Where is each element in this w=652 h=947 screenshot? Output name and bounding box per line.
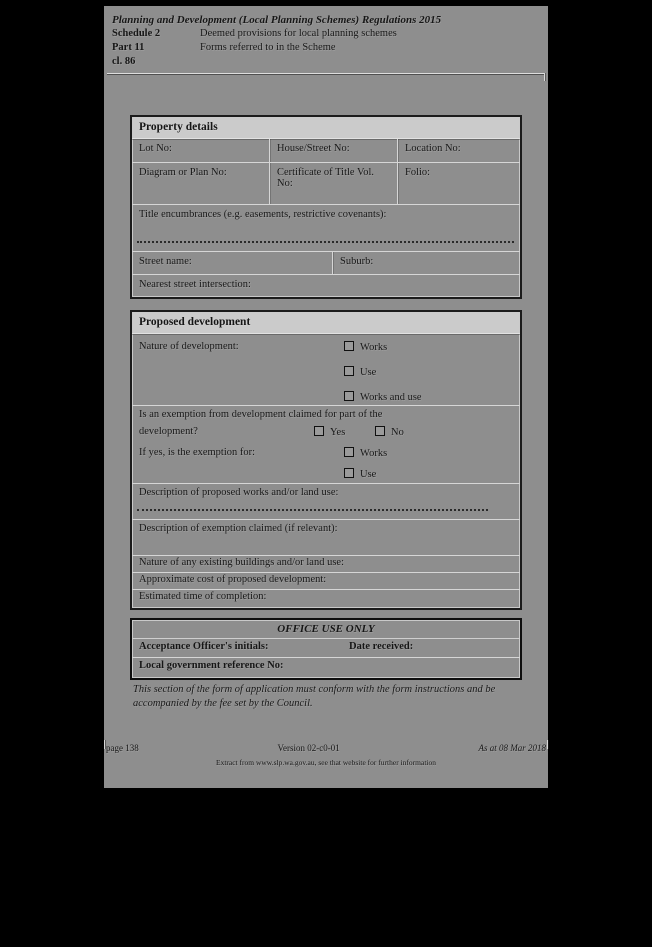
office-use-row2 [132,658,520,678]
certificate-title-label: Certificate of Title Vol. No: [277,167,375,189]
footer-tick-right [547,740,548,749]
doc-header [112,13,542,69]
folio-label: Folio: [405,167,431,178]
lot-no-label: Lot No: [139,143,172,154]
works-label: Works [360,342,388,353]
part-label: Part 11 [112,42,145,53]
approximate-cost-label: Approximate cost of proposed development: [139,574,327,585]
property-row-title-refs [132,163,520,205]
clause-label: cl. 86 [112,56,136,67]
exemption-question-line1: Is an exemption from development claimed for part of the [139,409,383,420]
schedule-label: Schedule 2 [112,28,161,39]
version-label: Version 02-c0-01 [277,743,340,753]
header-rule-tick [544,73,545,81]
description-works-entry-line[interactable] [137,509,488,511]
form-note: This section of the form of application must conform with the form instructions and be accompanied by the fee set by the Council. [133,684,496,709]
intersection-row [132,275,520,297]
property-details-table [130,115,522,299]
diagram-plan-no-label: Diagram or Plan No: [139,167,227,178]
office-use-table [130,618,522,680]
schedule-row [112,27,542,41]
if-yes-option-works [344,447,387,459]
property-details-title: Property details [132,117,520,139]
extract-note: Extract from www.slp.wa.gov.au, see that website for further information [215,758,436,767]
exemption-row [132,406,520,484]
existing-buildings-label: Nature of any existing buildings and/or land use: [139,557,345,568]
exemption-option-no [375,426,404,438]
works-and-use-checkbox[interactable] [344,391,354,401]
nature-of-development-label: Nature of development: [139,341,239,352]
if-yes-label: If yes, is the exemption for: [139,447,256,458]
office-use-title: OFFICE USE ONLY [132,620,520,639]
exemption-use-label: Use [360,469,377,480]
if-yes-option-use [344,468,376,480]
office-use-row1 [132,639,520,658]
nature-option-works-and-use [344,391,422,403]
part-row [112,41,542,55]
document-page [104,6,548,788]
footer-tick-left [104,740,105,749]
proposed-development-table [130,310,522,610]
nature-of-development-row [132,334,520,406]
street-name-label: Street name: [139,256,192,267]
as-at-label: As at 08 Mar 2018 [478,743,546,753]
exemption-option-yes [314,426,345,438]
approximate-cost-row [132,573,520,590]
no-label: No [391,427,404,438]
estimated-completion-row [132,590,520,608]
existing-buildings-row [132,556,520,573]
nature-option-works [344,341,387,353]
encumbrances-entry-line[interactable] [137,241,514,243]
works-and-use-label: Works and use [360,392,422,403]
encumbrances-label: Title encumbrances (e.g. easements, restrictive covenants): [139,209,387,220]
intersection-label: Nearest street intersection: [139,279,251,290]
property-row-numbers [132,139,520,163]
description-exemption-row [132,520,520,556]
proposed-development-title: Proposed development [132,312,520,334]
exemption-works-checkbox[interactable] [344,447,354,457]
regulation-title: Planning and Development (Local Planning Schemes) Regulations 2015 [112,14,442,26]
date-received-label: Date received: [349,641,414,652]
part-text: Forms referred to in the Scheme [200,42,336,53]
works-checkbox[interactable] [344,341,354,351]
street-suburb-row [132,252,520,275]
nature-option-use [344,366,376,378]
reference-no-label: Local government reference No: [139,660,284,671]
description-works-row [132,484,520,520]
description-exemption-label: Description of exemption claimed (if relevant): [139,523,338,534]
use-label: Use [360,367,377,378]
location-no-label: Location No: [405,143,461,154]
clause-row [112,55,542,69]
acceptance-initials-label: Acceptance Officer's initials: [139,641,269,652]
description-works-label: Description of proposed works and/or land use: [139,487,339,498]
exemption-works-label: Works [360,448,388,459]
exemption-question-line2: development? [139,426,198,437]
header-rule [107,73,545,74]
use-checkbox[interactable] [344,366,354,376]
yes-label: Yes [330,427,346,438]
suburb-label: Suburb: [340,256,374,267]
no-checkbox[interactable] [375,426,385,436]
exemption-use-checkbox[interactable] [344,468,354,478]
page-footer [106,743,546,753]
house-street-no-label: House/Street No: [277,143,350,154]
encumbrances-row [132,205,520,252]
yes-checkbox[interactable] [314,426,324,436]
estimated-completion-label: Estimated time of completion: [139,591,267,602]
schedule-text: Deemed provisions for local planning schemes [200,28,397,39]
page-number: page 138 [106,743,139,753]
